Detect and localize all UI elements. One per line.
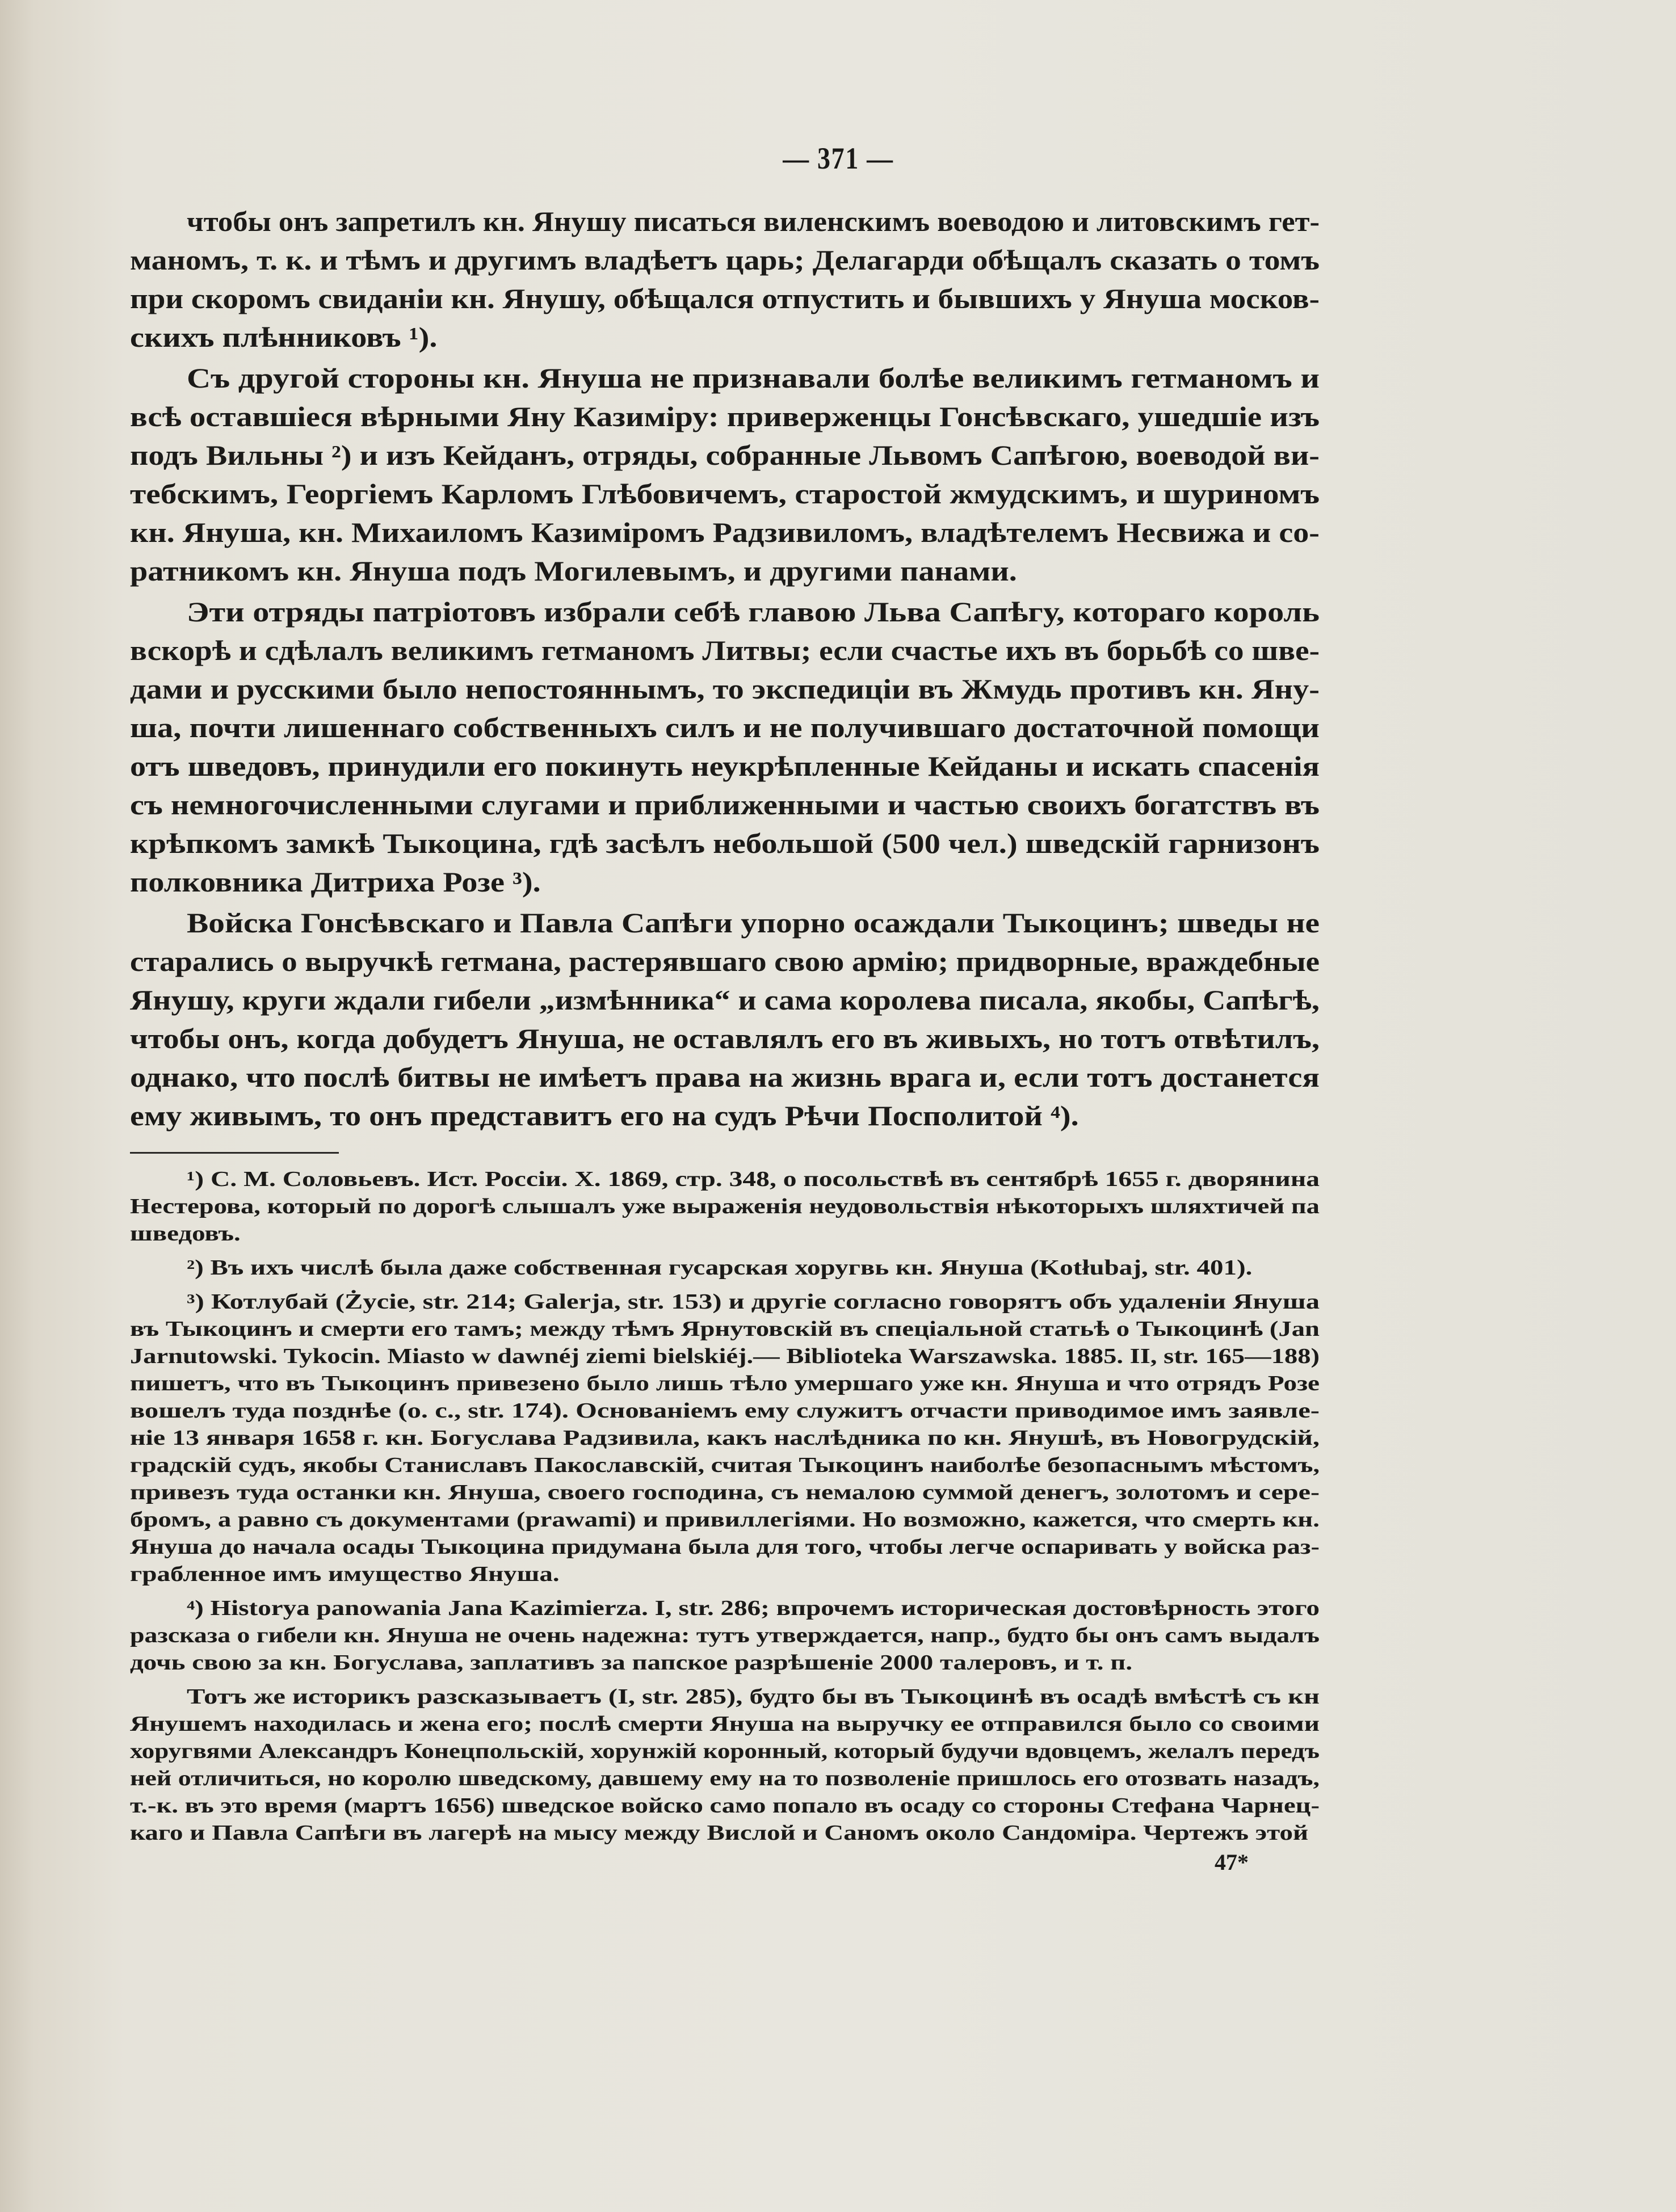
text-line [130, 1819, 1320, 1847]
text-line [130, 397, 1320, 436]
footnote [130, 1288, 1320, 1588]
text-line [130, 1765, 1320, 1792]
text-line [130, 1220, 1320, 1247]
text-line [130, 552, 1320, 590]
text-line [130, 1058, 1320, 1096]
text-line-content: Тотъ же историкъ разсказываетъ (I, str. 285), будто бы въ Тыкоцинѣ въ осадѣ вмѣстѣ съ кн [187, 1685, 1320, 1709]
text-line [130, 1738, 1320, 1765]
text-line [130, 1649, 1320, 1676]
footnote [130, 1683, 1320, 1847]
text-line [130, 1343, 1320, 1370]
text-line-content: при скоромъ свиданiи кн. Янушу, обѣщался отпустить и бывшихъ у Януша москов- [130, 283, 1320, 314]
text-line-content: Съ другой стороны кн. Януша не признавали болѣе великимъ гетманомъ и [187, 362, 1320, 394]
text-line-content: скихъ плѣнниковъ ¹). [130, 321, 438, 353]
text-line [130, 1479, 1320, 1506]
text-line-content: Янушу, круги ждали гибели „измѣнника“ и сама королева писала, якобы, Сапѣгѣ, [130, 984, 1320, 1016]
text-line-content: ²) Въ ихъ числѣ была даже собственная гусарская хоругвь кн. Януша (Kotłubaj, str. 401). [187, 1256, 1253, 1280]
text-line-content: крѣпкомъ замкѣ Тыкоцина, гдѣ засѣлъ небольшой (500 чел.) шведскiй гарнизонъ [130, 827, 1320, 859]
text-line-content: полковника Дитриха Розе ³). [130, 866, 541, 898]
paragraph [130, 903, 1320, 1135]
text-line-content: ша, почти лишеннаго собственныхъ силъ и не получившаго достаточной помощи [130, 712, 1320, 743]
body-text [130, 202, 1320, 1137]
text-line [130, 670, 1320, 708]
text-line [130, 1561, 1320, 1588]
text-line [130, 824, 1320, 863]
text-line-content: хоругвями Александръ Конецпольскiй, хорунжiй коронный, который будучи вдовцемъ, желалъ передъ [130, 1739, 1320, 1763]
text-line [130, 1254, 1320, 1281]
text-line [130, 1424, 1320, 1452]
text-line-content: чтобы онъ запретилъ кн. Янушу писаться виленскимъ воеводою и литовскимъ гет- [187, 205, 1320, 237]
text-line [130, 903, 1320, 942]
signature-mark: 47* [1215, 1849, 1249, 1875]
text-line [130, 863, 1320, 901]
text-line-content: Янушемъ находилась и жена его; послѣ смерти Януша на выручку ее отправился было со своими [130, 1712, 1320, 1736]
text-line [130, 241, 1320, 279]
footnotes [130, 1166, 1320, 1853]
text-line [130, 592, 1320, 631]
text-line [130, 785, 1320, 824]
text-line-content: однако, что послѣ битвы не имѣетъ права на жизнь врага и, если тотъ достанется [130, 1061, 1320, 1093]
text-line-content: тебскимъ, Георгiемъ Карломъ Глѣбовичемъ, старостой жмудскимъ, и шуриномъ [130, 478, 1320, 510]
text-line [130, 513, 1320, 552]
text-line [130, 1166, 1320, 1193]
text-line-content: съ немногочисленными слугами и приближенными и частью своихъ богатствъ въ [130, 789, 1320, 821]
text-line-content: т.-к. въ это время (мартъ 1656) шведское войско само попало въ осаду со стороны Стефана Чарнец- [130, 1794, 1320, 1818]
text-line [130, 1683, 1320, 1710]
text-line-content: чтобы онъ, когда добудетъ Януша, не оставлялъ его въ живыхъ, но тотъ отвѣтилъ, [130, 1023, 1320, 1054]
text-line-content: нiе 13 января 1658 г. кн. Богуслава Радзивила, какъ наслѣдника по кн. Янушѣ, въ Новогрудскiй, [130, 1426, 1320, 1450]
text-line-content: отъ шведовъ, принудили его покинуть неукрѣпленные Кейданы и искать спасенiя [130, 750, 1320, 782]
text-line-content: каго и Павла Сапѣги въ лагерѣ на мысу между Вислой и Саномъ около Сандомiра. Чертежъ этой [130, 1821, 1309, 1845]
text-line [130, 318, 1320, 356]
text-line [130, 1019, 1320, 1058]
text-line [130, 359, 1320, 397]
text-line-content: грабленное имъ имущество Януша. [130, 1562, 560, 1586]
text-line-content: Эти отряды патрiотовъ избрали себѣ главою Льва Сапѣгу, котораго король [187, 596, 1320, 628]
text-line [130, 1792, 1320, 1819]
text-line [130, 1452, 1320, 1479]
text-line-content: всѣ оставшiеся вѣрными Яну Казимiру: приверженцы Гонсѣвскаго, ушедшiе изъ [130, 401, 1320, 432]
text-line-content: Януша до начала осады Тыкоцина придумана была для того, чтобы легче оспаривать у войска раз- [130, 1535, 1320, 1559]
text-line-content: ⁴) Historya panowania Jana Kazimierza. I, str. 286; впрочемъ историческая достовѣрность этого [187, 1596, 1320, 1620]
footnote-divider [130, 1152, 339, 1154]
text-line-content: подъ Вильны ²) и изъ Кейданъ, отряды, собранные Львомъ Сапѣгою, воеводой ви- [130, 439, 1320, 471]
text-line-content: пишетъ, что въ Тыкоцинъ привезено было лишь тѣло умершаго уже кн. Януша и что отрядъ Розе [130, 1372, 1320, 1395]
text-line [130, 747, 1320, 785]
text-line-content: шведовъ. [130, 1222, 241, 1246]
text-line [130, 1595, 1320, 1622]
text-line-content: Войска Гонсѣвскаго и Павла Сапѣги упорно осаждали Тыкоцинъ; шведы не [187, 907, 1320, 939]
text-line-content: ему живымъ, то онъ представитъ его на судъ Рѣчи Посполитой ⁴). [130, 1100, 1079, 1132]
text-line [130, 279, 1320, 318]
text-line-content: вошелъ туда позднѣе (о. с., str. 174). Основанiемъ ему служитъ отчасти приводимое имъ заявле- [130, 1399, 1320, 1423]
text-line-content: привезъ туда останки кн. Януша, своего господина, съ немалою суммой денегъ, золотомъ и сере- [130, 1481, 1320, 1504]
text-line [130, 1370, 1320, 1397]
text-line-content: градскiй судъ, якобы Станиславъ Пакославскiй, считая Тыкоцинъ наиболѣе безопаснымъ мѣстомъ, [130, 1453, 1320, 1477]
text-line [130, 1096, 1320, 1135]
text-line [130, 1315, 1320, 1343]
text-line [130, 631, 1320, 670]
text-line [130, 1622, 1320, 1649]
text-line-content: бромъ, а равно съ документами (prawami) и привиллегiями. Но возможно, кажется, что смерть кн. [130, 1508, 1320, 1532]
text-line-content: въ Тыкоцинъ и смерти его тамъ; между тѣмъ Ярнутовскiй въ спецiальной статьѣ о Тыкоцинѣ (Jan [130, 1317, 1320, 1341]
text-line-content: дочь свою за кн. Богуслава, заплативъ за папское разрѣшенiе 2000 талеровъ, и т. п. [130, 1651, 1133, 1675]
paragraph [130, 592, 1320, 901]
text-line-content: разсказа о гибели кн. Януша не очень надежна: тутъ утверждается, напр., будто бы онъ самъ выдалъ [130, 1624, 1320, 1647]
text-line-content: ратникомъ кн. Януша подъ Могилевымъ, и другими панами. [130, 555, 1017, 587]
paragraph [130, 359, 1320, 590]
page-number-text: — 371 — [782, 141, 894, 175]
text-line-content: вскорѣ и сдѣлалъ великимъ гетманомъ Литвы; если счастье ихъ въ борьбѣ со шве- [130, 634, 1320, 666]
text-line [130, 708, 1320, 747]
text-line [130, 436, 1320, 474]
text-line [130, 1533, 1320, 1561]
text-line [130, 1710, 1320, 1738]
text-line-content: ней отличиться, но королю шведскому, давшему ему на то позволенiе пришлось его отозвать назадъ, [130, 1767, 1320, 1790]
text-line-content: Jarnutowski. Tykocin. Miasto w dawnéj ziemi bielskiéj.— Biblioteka Warszawska. 1885. II, str. 165—188) [130, 1344, 1320, 1368]
text-line [130, 981, 1320, 1019]
text-line [130, 202, 1320, 241]
page-number [0, 141, 1676, 176]
text-line-content: дами и русскими было непостояннымъ, то экспедицiи въ Жмудь противъ кн. Яну- [130, 673, 1320, 705]
text-line [130, 474, 1320, 513]
footnote [130, 1254, 1320, 1281]
text-line [130, 1506, 1320, 1533]
text-line [130, 1288, 1320, 1315]
text-line-content: маномъ, т. к. и тѣмъ и другимъ владѣетъ царь; Делагарди обѣщалъ сказать о томъ [130, 244, 1320, 276]
text-line [130, 942, 1320, 981]
paragraph [130, 202, 1320, 356]
text-line-content: кн. Януша, кн. Михаиломъ Казимiромъ Радзивиломъ, владѣтелемъ Несвижа и со- [130, 516, 1320, 548]
text-line-content: ³) Котлубай (Życie, str. 214; Galerja, str. 153) и другiе согласно говорятъ объ удаленiи Януша [187, 1290, 1320, 1314]
text-line-content: ¹) С. М. Соловьевъ. Ист. Россiи. X. 1869, стр. 348, о посольствѣ въ сентябрѣ 1655 г. дворянина [187, 1167, 1320, 1191]
text-line [130, 1193, 1320, 1220]
footnote [130, 1595, 1320, 1676]
text-line-content: старались о выручкѣ гетмана, растерявшаго свою армiю; придворные, враждебные [130, 945, 1320, 977]
text-line-content: Нестерова, который по дорогѣ слышалъ уже выраженiя неудовольствiя нѣкоторыхъ шляхтичей па [130, 1195, 1320, 1218]
text-line [130, 1397, 1320, 1424]
footnote [130, 1166, 1320, 1247]
